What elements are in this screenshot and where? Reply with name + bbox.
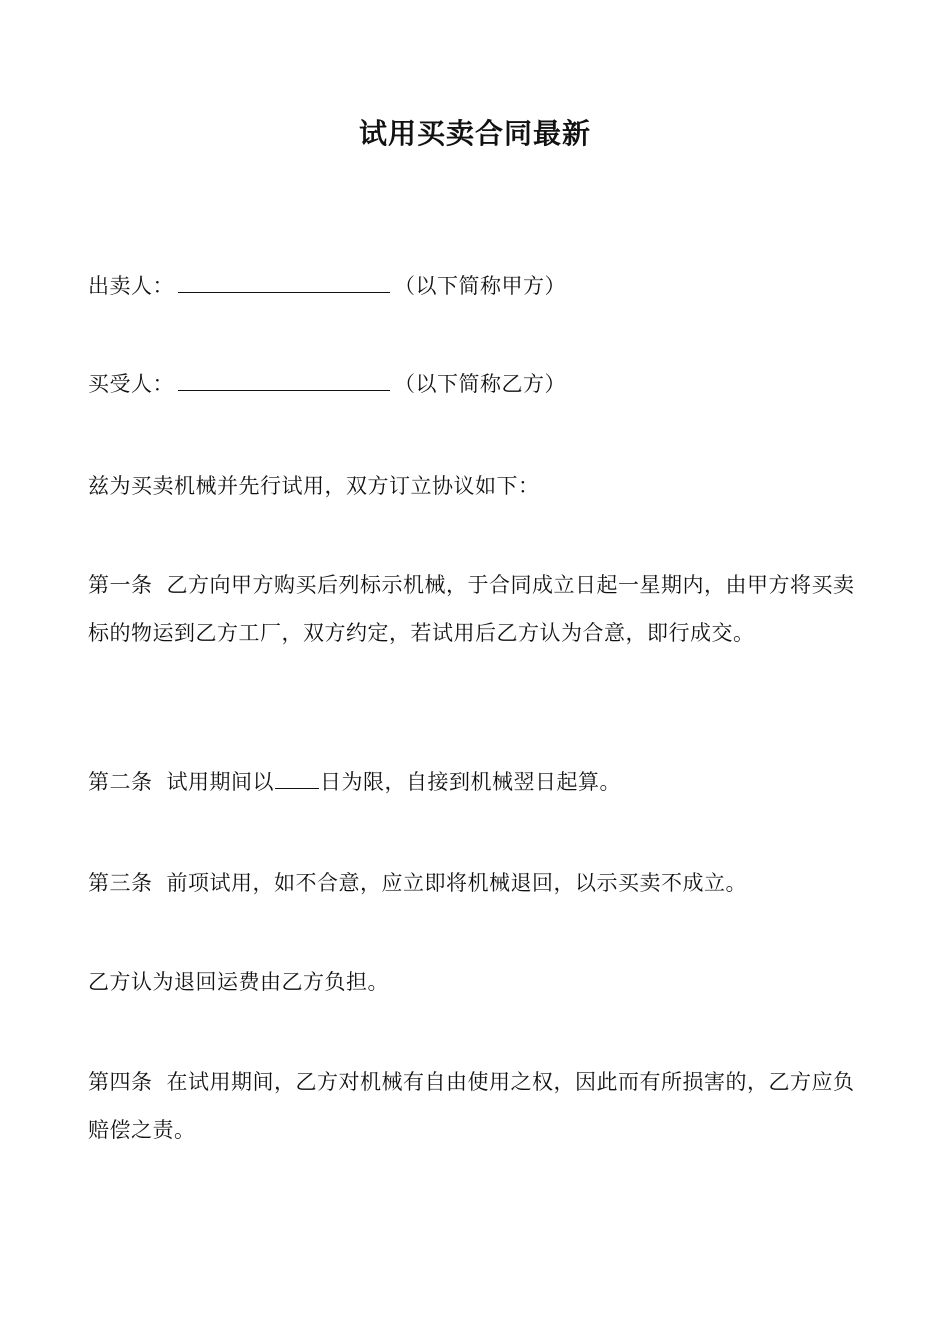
trial-days-blank[interactable]: [275, 766, 319, 789]
page-title: 试用买卖合同最新: [358, 117, 591, 150]
article-2: [88, 758, 868, 806]
article-4-text: 在试用期间，乙方对机械有自由使用之权，因此而有所损害的，乙方应负赔偿之责。: [88, 1070, 855, 1142]
article-3-note: 乙方认为退回运费由乙方负担。: [88, 970, 389, 994]
article-2-label: 第二条: [88, 770, 153, 794]
article-1-label: 第一条: [88, 573, 153, 597]
article-2-text-after: 日为限，自接到机械翌日起算。: [320, 770, 621, 794]
article-3-text: 前项试用，如不合意，应立即将机械退回，以示买卖不成立。: [166, 871, 747, 895]
buyer-label: 买受人：: [88, 372, 174, 396]
article-3: [88, 859, 868, 907]
preamble: 兹为买卖机械并先行试用，双方订立协议如下：: [88, 474, 540, 498]
article-3-label: 第三条: [88, 871, 153, 895]
seller-suffix: （以下简称甲方）: [394, 274, 566, 298]
seller-name-blank[interactable]: [178, 270, 390, 293]
seller-label: 出卖人：: [88, 274, 174, 298]
article-1-text: 乙方向甲方购买后列标示机械，于合同成立日起一星期内，由甲方将买卖标的物运到乙方工厂，双方约定，若试用后乙方认为合意，即行成交。: [88, 573, 855, 645]
article-1: [88, 561, 868, 657]
seller-line: [88, 262, 868, 310]
buyer-line: [88, 360, 868, 408]
article-4-label: 第四条: [88, 1070, 153, 1094]
buyer-suffix: （以下简称乙方）: [394, 372, 566, 396]
article-2-text-before: 试用期间以: [166, 770, 274, 794]
buyer-name-blank[interactable]: [178, 368, 390, 391]
article-4: [88, 1058, 868, 1154]
